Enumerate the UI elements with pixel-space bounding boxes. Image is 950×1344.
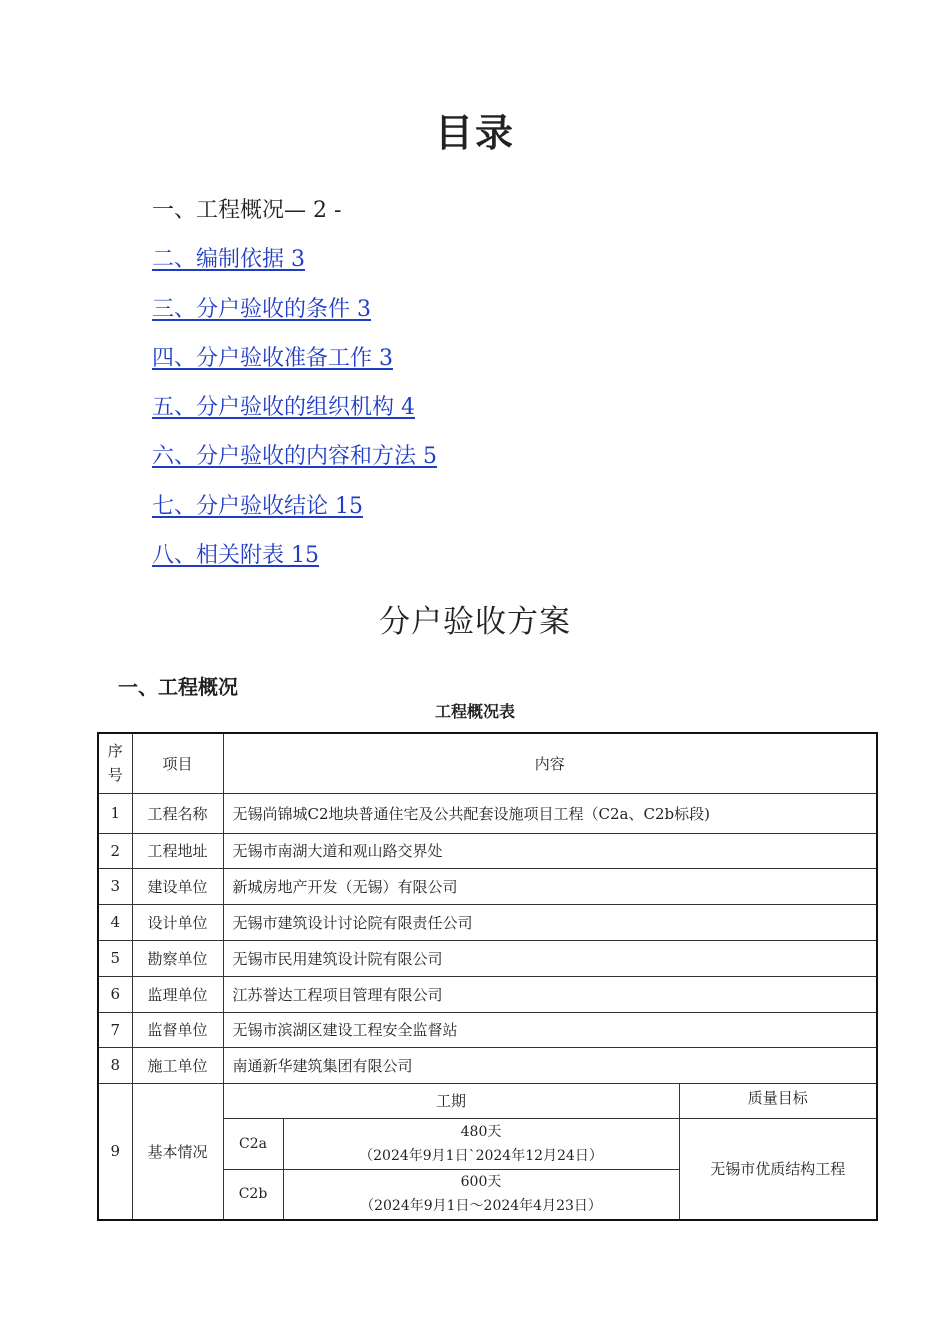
row-item: 施工单位 [132,1047,223,1083]
table-row [98,793,877,833]
table-row [98,940,877,976]
row-no: 6 [98,976,132,1012]
table-row [98,1012,877,1047]
toc-link[interactable]: 七、分户验收结论 15 [152,493,363,519]
table-row [98,1047,877,1083]
c2a-days: 480天 [460,1123,502,1140]
row-content: 江苏誉达工程项目管理有限公司 [223,976,877,1012]
row-item: 勘察单位 [132,940,223,976]
table-row [98,833,877,868]
toc-link[interactable]: 四、分户验收准备工作 3 [152,345,393,371]
row-no: 2 [98,833,132,868]
project-overview-table [97,732,878,1221]
section-heading: 一、工程概况 [118,675,238,699]
row-no: 8 [98,1047,132,1083]
toc-link[interactable]: 三、分户验收的条件 3 [152,296,371,322]
toc-link[interactable]: 八、相关附表 15 [152,543,319,569]
toc-item[interactable] [152,488,437,537]
c2a-period [283,1118,679,1169]
header-no [98,733,132,793]
row-content: 无锡市建筑设计讨论院有限责任公司 [223,904,877,940]
row-no: 7 [98,1012,132,1047]
row-item: 监理单位 [132,976,223,1012]
header-no-text: 序号 [107,742,123,785]
row-content: 无锡尚锦城C2地块普通住宅及公共配套设施项目工程（C2a、C2b标段) [223,793,877,833]
table-row [98,904,877,940]
row-no: 3 [98,868,132,904]
row-item: 设计单位 [132,904,223,940]
table-of-contents [152,192,437,586]
toc-item-label[interactable]: 一、工程概况— 2 - [152,198,342,223]
row-item: 建设单位 [132,868,223,904]
c2b-label: C2b [223,1169,283,1220]
toc-title: 目录 [434,111,515,155]
toc-item[interactable] [152,340,437,389]
row-content: 无锡市民用建筑设计院有限公司 [223,940,877,976]
table-caption: 工程概况表 [434,702,515,721]
row-content: 新城房地产开发（无锡）有限公司 [223,868,877,904]
row-no: 5 [98,940,132,976]
row-item: 基本情况 [132,1083,223,1220]
c2b-range: （2024年9月1日～2024年4月23日） [360,1198,602,1215]
table-row [98,868,877,904]
row-item: 监督单位 [132,1012,223,1047]
header-content: 内容 [223,733,877,793]
row-content: 南通新华建筑集团有限公司 [223,1047,877,1083]
period-header: 工期 [223,1083,679,1118]
c2b-period [283,1169,679,1220]
row-content: 无锡市南湖大道和观山路交界处 [223,833,877,868]
row-no: 9 [98,1083,132,1220]
table-row [98,976,877,1012]
c2a-range: （2024年9月1日`2024年12月24日） [359,1147,603,1164]
toc-link[interactable]: 二、编制依据 3 [152,247,305,273]
toc-link[interactable]: 六、分户验收的内容和方法 5 [152,444,437,470]
c2b-days: 600天 [460,1174,502,1191]
toc-item[interactable] [152,438,437,487]
toc-item[interactable] [152,241,437,290]
document-title: 分户验收方案 [379,604,571,640]
toc-link[interactable]: 五、分户验收的组织机构 4 [152,395,415,421]
toc-item[interactable] [152,291,437,340]
header-item: 项目 [132,733,223,793]
row-item: 工程名称 [132,793,223,833]
quality-header: 质量目标 [679,1083,877,1118]
row-no: 1 [98,793,132,833]
row-item: 工程地址 [132,833,223,868]
toc-item[interactable] [152,537,437,586]
table-header-row [98,733,877,793]
table-row-basic [98,1083,877,1118]
c2a-label: C2a [223,1118,283,1169]
row-no: 4 [98,904,132,940]
row-content: 无锡市滨湖区建设工程安全监督站 [223,1012,877,1047]
toc-item[interactable] [152,389,437,438]
toc-item[interactable] [152,192,437,241]
quality-target: 无锡市优质结构工程 [679,1118,877,1220]
